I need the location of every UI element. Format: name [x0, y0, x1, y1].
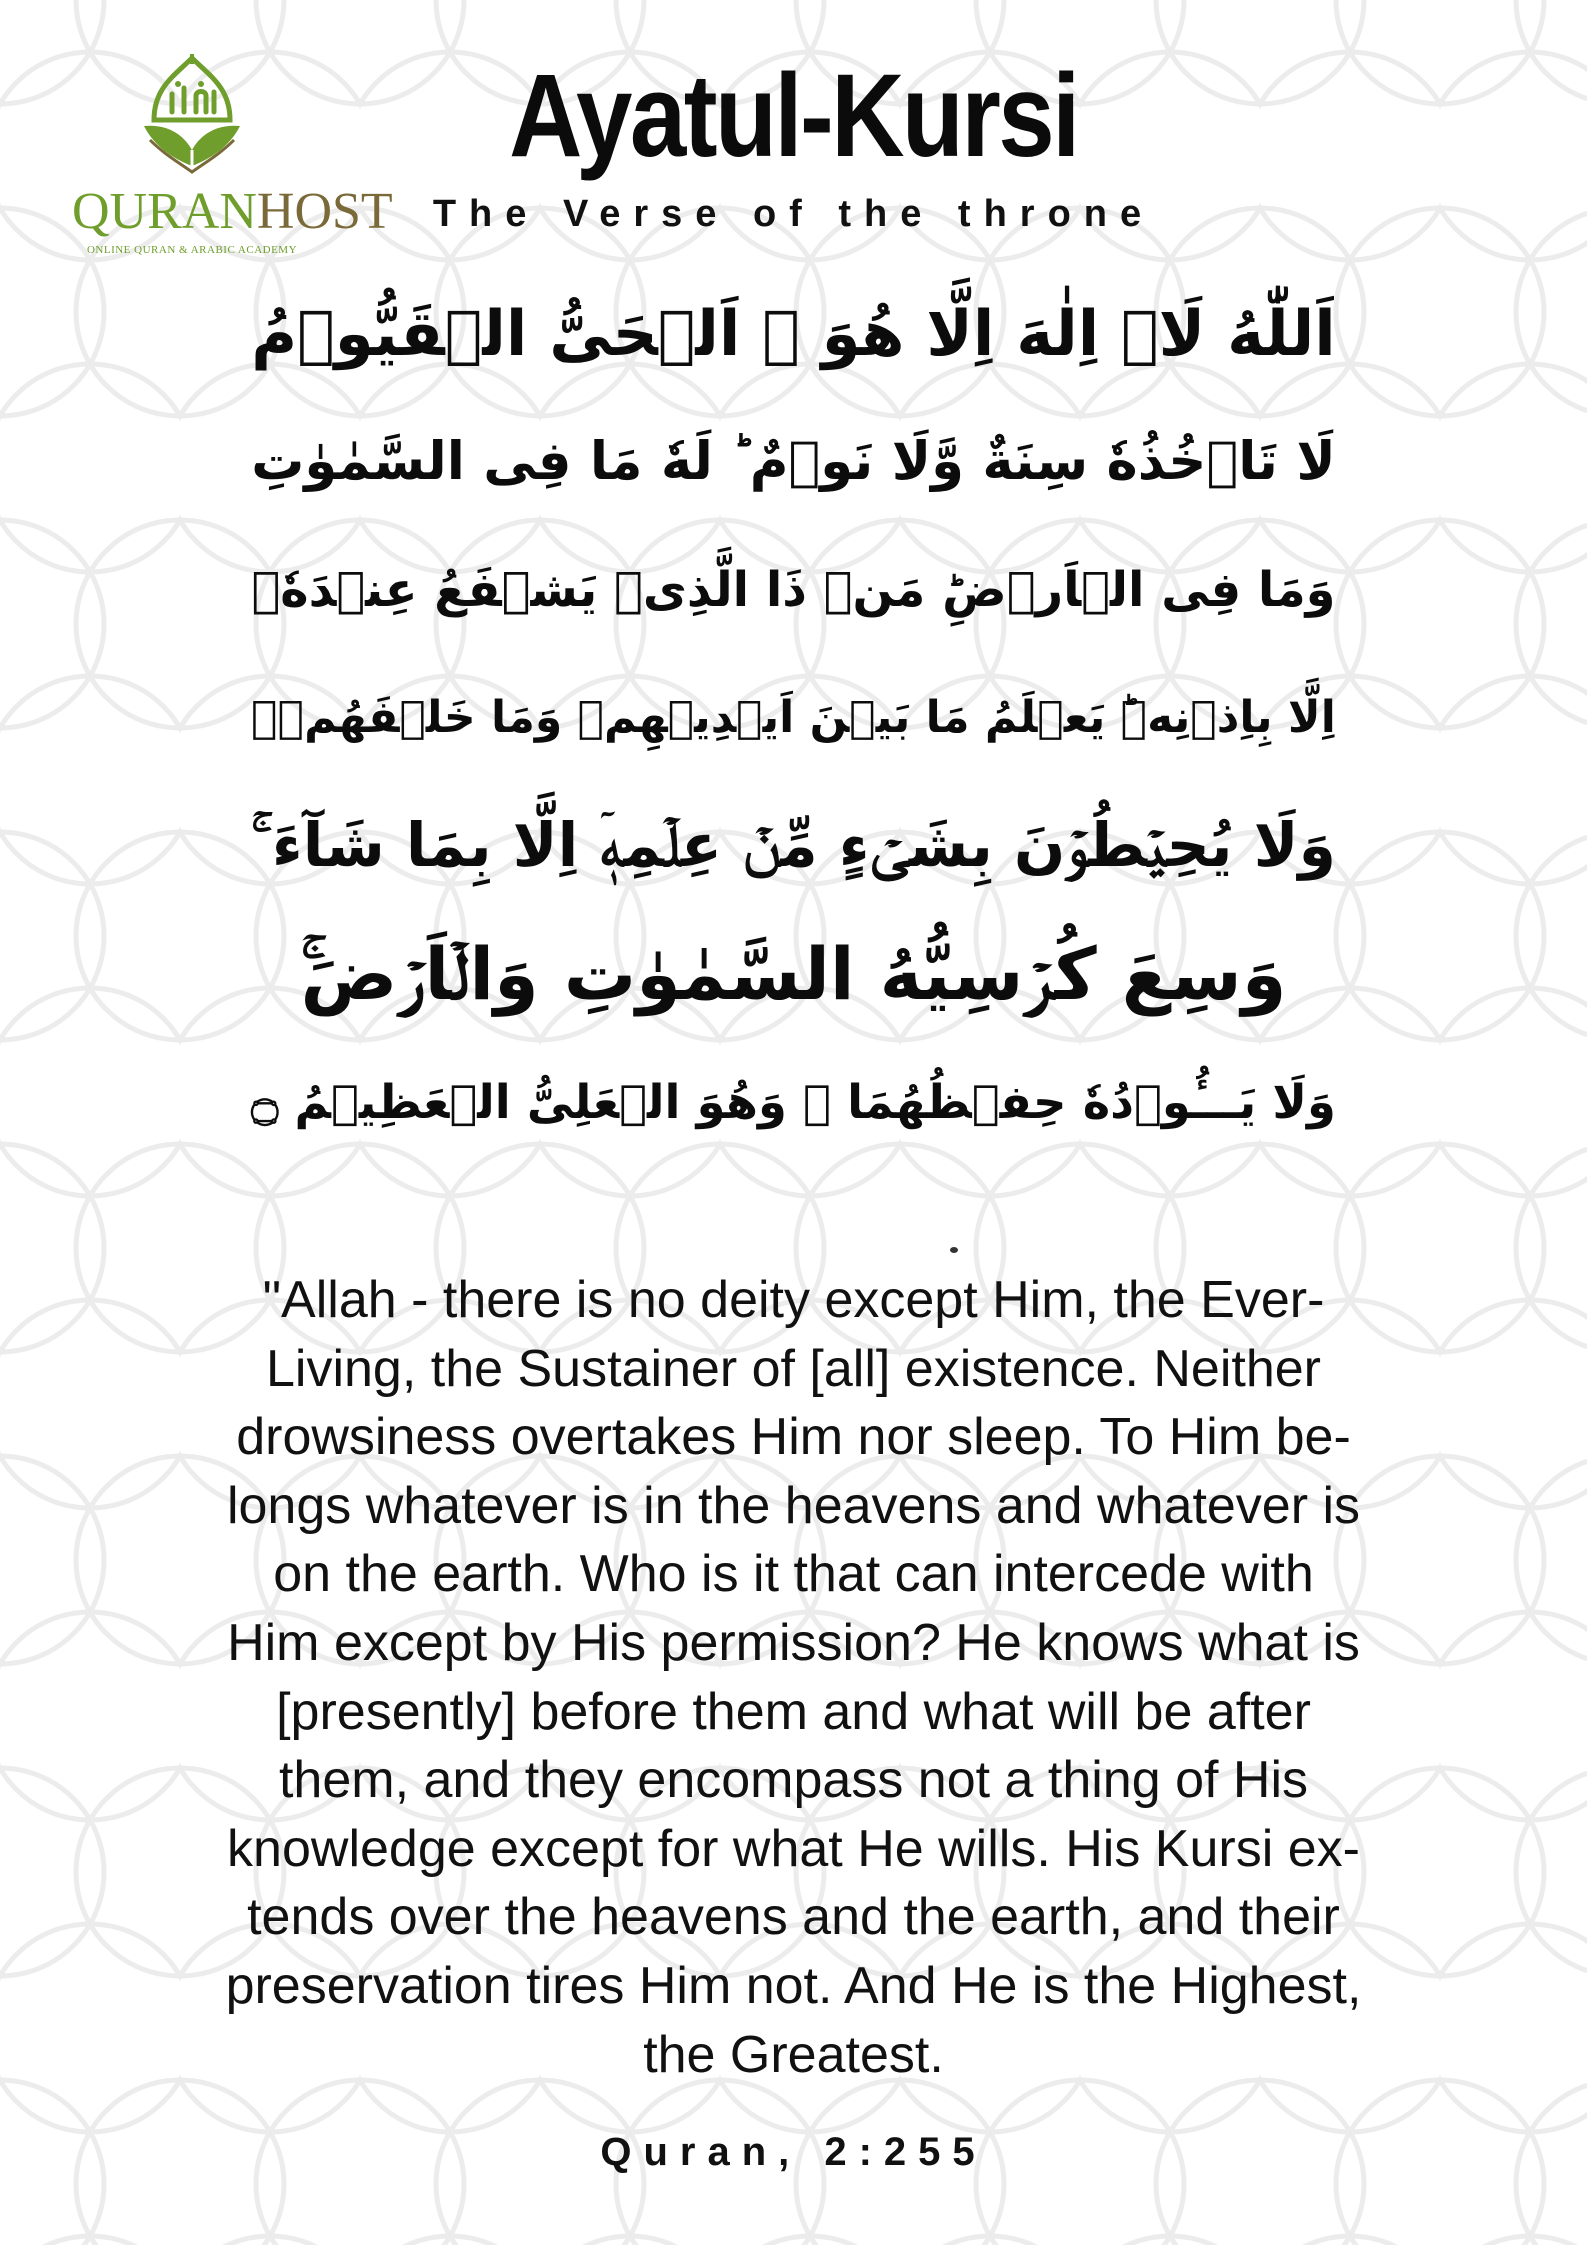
translation-line: preservation tires Him not. And He is the Highest,	[225, 1956, 1362, 2015]
translation-line: "Allah - there is no deity except Him, the Ever-	[262, 1271, 1325, 1329]
arabic-line: اَللّٰهُ لَاۤ اِلٰهَ اِلَّا هُوَ ۚ اَلۡحَىُّ الۡقَيُّوۡمُ	[251, 297, 1336, 370]
translation-line: on the earth. Who is it that can intercede with	[273, 1545, 1314, 1604]
arabic-line: لَا تَاۡخُذُهٗ سِنَةٌ وَّلَا نَوۡمٌ ‌ؕ لَهٗ مَا فِى السَّمٰوٰتِ	[251, 431, 1336, 492]
arabic-line: اِلَّا بِاِذۡنِهٖ‌ؕ يَعۡلَمُ مَا بَيۡنَ اَيۡدِيۡهِمۡ وَمَا خَلۡفَهُمۡ‌ۚ	[251, 692, 1336, 743]
decorative-dot	[950, 1247, 958, 1253]
arabic-line: وَمَا فِى الۡاَرۡضِ‌ؕ مَنۡ ذَا الَّذِىۡ يَشۡفَعُ عِنۡدَهٗۤ	[251, 562, 1336, 618]
translation-line: Living, the Sustainer of [all] existence. Neither	[265, 1339, 1321, 1398]
verse-reference: Quran, 2:255	[600, 2130, 987, 2174]
page-title: Ayatul-Kursi	[509, 50, 1078, 182]
translation-line: longs whatever is in the heavens and whatever is	[226, 1476, 1361, 1535]
translation-line: knowledge except for what He wills. His Kursi ex-	[227, 1819, 1360, 1878]
translation-line: [presently] before them and what will be after	[276, 1682, 1311, 1741]
arabic-verse	[240, 270, 1347, 1166]
brand-name-part2: HOST	[256, 183, 393, 240]
translation-line: drowsiness overtakes Him nor sleep. To Him be-	[236, 1408, 1351, 1467]
translation-line: tends over the heavens and the earth, and their	[247, 1888, 1340, 1947]
translation-line: the Greatest.	[643, 2025, 944, 2084]
arabic-line: وَلَا يَـــُٔوۡدُهٗ حِفۡظُهُمَا ‌ۚ وَهُوَ الۡعَلِىُّ الۡعَظِيۡمُ‏ ۝	[251, 1075, 1336, 1129]
brand-name-part1: QURAN	[72, 183, 257, 240]
page-subtitle: The Verse of the throne	[432, 193, 1155, 235]
arabic-line: وَسِعَ كُرۡسِيُّهُ السَّمٰوٰتِ وَالۡاَرۡضَ‌ۚ	[300, 932, 1287, 1016]
arabic-line: وَلَا يُحِيۡطُوۡنَ بِشَىۡءٍ مِّنۡ عِلۡمِهٖۤ اِلَّا بِمَا شَآءَ ‌ۚ	[250, 811, 1337, 881]
translation-line: them, and they encompass not a thing of His	[278, 1751, 1309, 1810]
translation-line: Him except by His permission? He knows what is	[227, 1613, 1360, 1672]
brand-tagline: ONLINE QURAN & ARABIC ACADEMY	[86, 244, 298, 256]
english-translation	[150, 1266, 1437, 2089]
